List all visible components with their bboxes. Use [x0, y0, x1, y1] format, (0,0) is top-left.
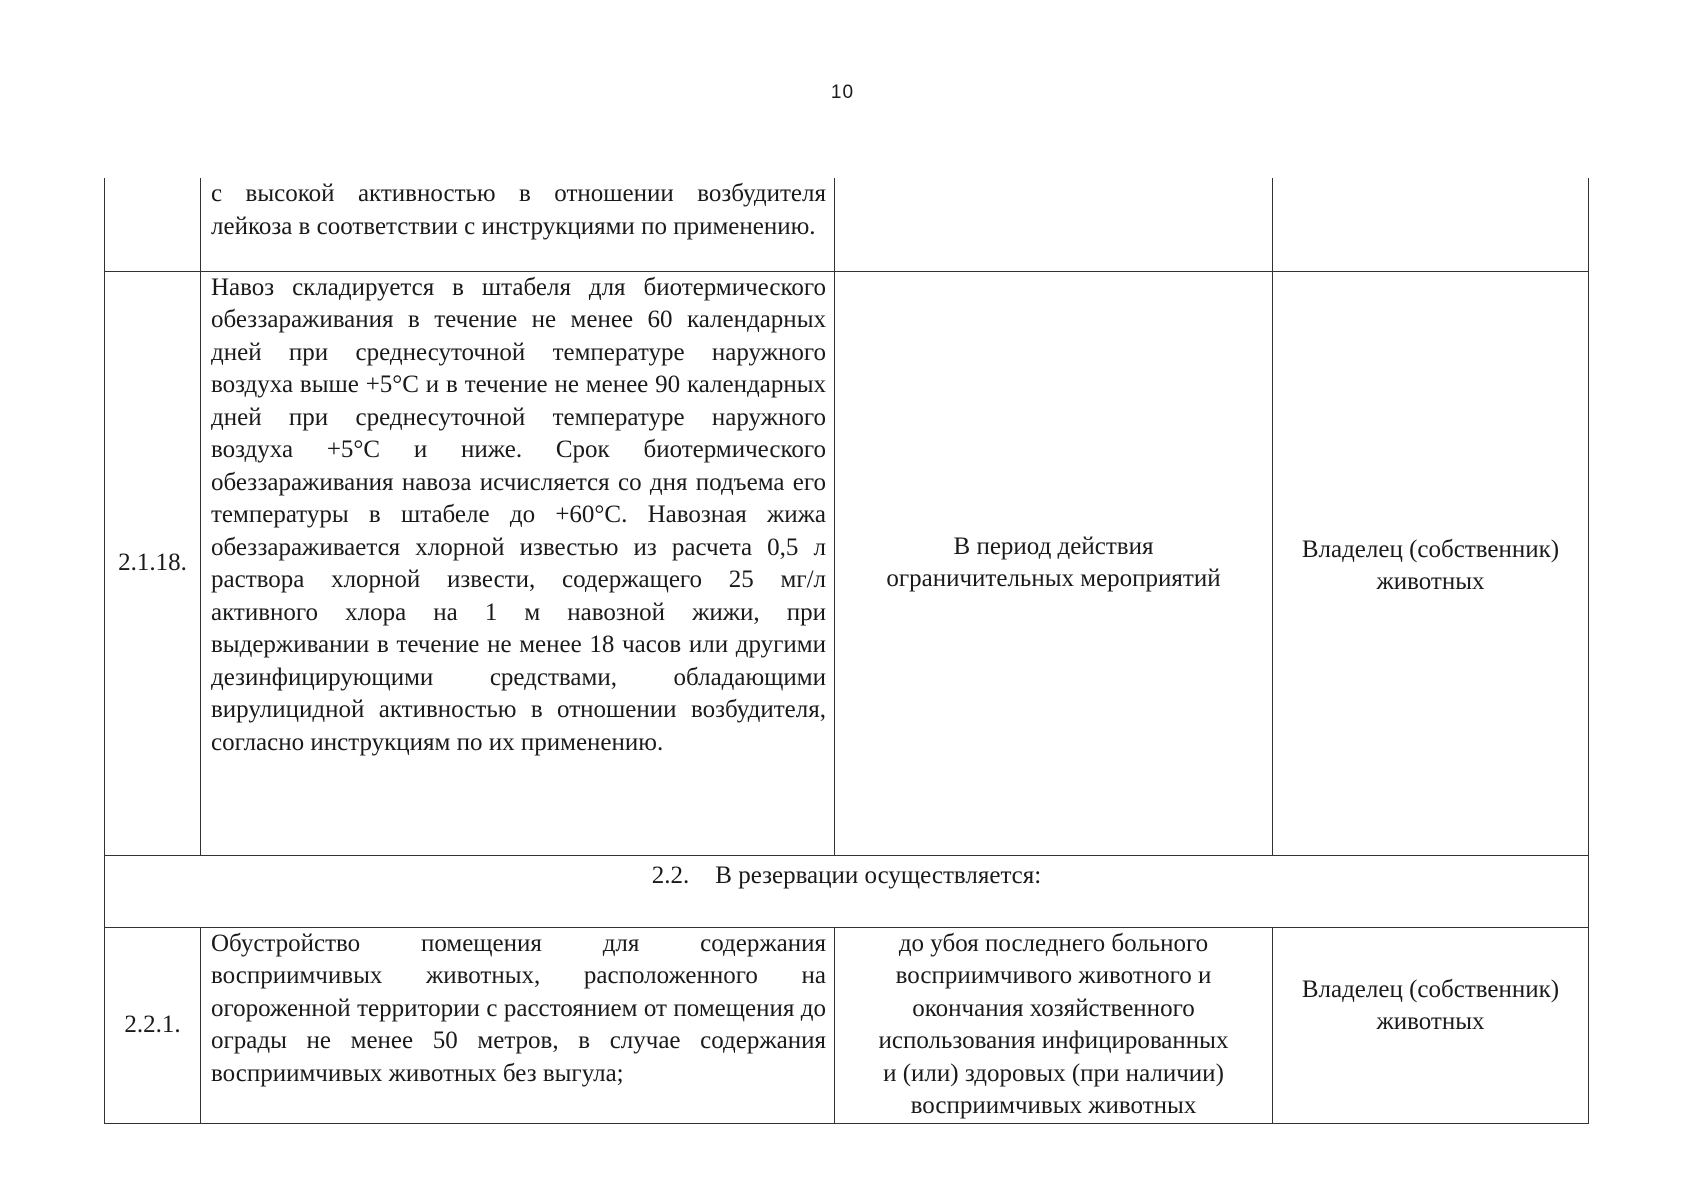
- measures-table: [104, 178, 1589, 1124]
- responsible-text: Владелец (собственник): [1301, 535, 1560, 563]
- row-number-cell: [105, 178, 201, 271]
- responsible-cell: [1273, 178, 1589, 271]
- measure-description: с высокой активностью в отношении возбудителя лейкоза в соответствии с инструкциями по применению.: [201, 178, 835, 271]
- table-row-continuation: [105, 178, 1589, 271]
- period-cell: [835, 927, 1273, 1123]
- responsible-text: животных: [1376, 1008, 1485, 1035]
- period-text: В период действия: [953, 532, 1154, 560]
- period-text: окончания хозяйственного: [912, 994, 1195, 1022]
- section-number: 2.2.: [651, 861, 690, 889]
- measure-description: Навоз складируется в штабеля для биотермического обеззараживания в течение не менее 60 календарных дней при среднесуточной температуре наружного воздуха выше +5°С и в течение не менее 90 календарных дней при среднесуточной температуре наружного воздуха +5°С и ниже. Срок биотермического обеззараживания навоза исчисляется со дня подъема его температуры в штабеле до +60°С. Навозная жижа обеззараживается хлорной известью из расчета 0,5 л раствора хлорной извести, содержащего 25 мг/л активного хлора на 1 м навозной жижи, при выдерживании в течение не менее 18 часов или другими дезинфицирующими средствами, обладающими вирулицидной активностью в отношении возбудителя, согласно инструкциям по их применению.: [201, 271, 835, 855]
- section-heading-row: [105, 855, 1589, 927]
- period-cell: [835, 178, 1273, 271]
- period-text: и (или) здоровых (при наличии): [883, 1059, 1224, 1087]
- responsible-text: Владелец (собственник): [1301, 975, 1560, 1003]
- period-text: восприимчивых животных: [910, 1092, 1197, 1119]
- period-text: до убоя последнего больного: [898, 929, 1209, 957]
- row-number: 2.1.18.: [105, 271, 201, 855]
- table-row: [105, 927, 1589, 1123]
- period-text: восприимчивого животного и: [895, 962, 1212, 989]
- section-heading: [105, 855, 1589, 927]
- row-number: 2.2.1.: [105, 927, 201, 1123]
- period-text: ограничительных мероприятий: [886, 565, 1221, 592]
- period-text: использования инфицированных: [878, 1027, 1229, 1054]
- page-number: 10: [830, 82, 855, 103]
- responsible-text: животных: [1376, 568, 1485, 595]
- responsible-cell: [1273, 927, 1589, 1123]
- section-title: В резервации осуществляется:: [715, 861, 1042, 889]
- table-row: [105, 271, 1589, 855]
- period-cell: [835, 271, 1273, 855]
- measure-description: Обустройство помещения для содержания восприимчивых животных, расположенного на огороженной территории с расстоянием от помещения до ограды не менее 50 метров, в случае содержания восприимчивых животных без выгула;: [201, 927, 835, 1123]
- responsible-cell: [1273, 271, 1589, 855]
